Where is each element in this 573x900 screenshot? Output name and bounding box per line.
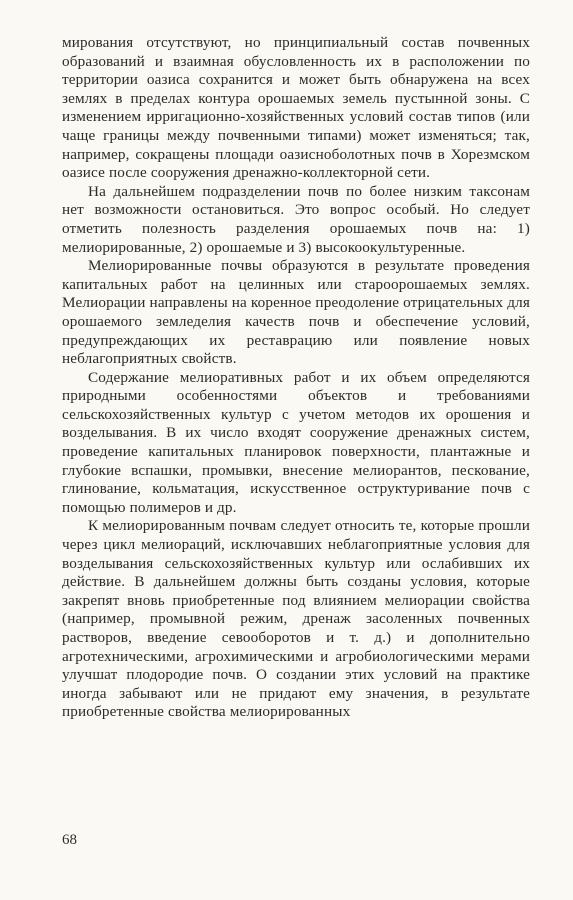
paragraph-1: мирования отсутствуют, но принципиальный состав почвенных образований и взаимная обусловленность их в расположении по территории оазиса сохранится и может быть обнаружена на всех землях в пределах контура орошаемых земель пустынной зоны. С изменением ирригационно-хозяйственных условий состав типов (или чаще границы между почвенными типами) может изменяться; так, например, сокращены площади оазисноболотных почв в Хорезмском оазисе после сооружения дренажно-коллекторной сети. (62, 34, 530, 182)
page-number: 68 (62, 832, 77, 848)
body-text (62, 34, 530, 722)
paragraph-4: Содержание мелиоративных работ и их объем определяются природными особенностями объектов и требованиями сельскохозяйственных культур с учетом методов их орошения и возделывания. В их число входят сооружение дренажных систем, проведение капитальных планировок поверхности, плантажные и глубокие вспашки, промывки, внесение мелиорантов, пескование, глинование, кольматация, искусственное оструктуривание почв с помощью полимеров и др. (62, 368, 530, 516)
paragraph-3: Мелиорированные почвы образуются в результате проведения капитальных работ на целинных или староорошаемых землях. Мелиорации направлены на коренное преодоление отрицательных для орошаемого земледелия качеств почв и обеспечение условий, предупреждающих их реставрацию или появление новых неблагоприятных свойств. (62, 257, 530, 368)
paragraph-5: К мелиорированным почвам следует относить те, которые прошли через цикл мелиораций, исключавших неблагоприятные условия для возделывания сельскохозяйственных культур или ослабивших их действие. В дальнейшем должны быть созданы условия, которые закрепят вновь приобретенные под влиянием мелиорации свойства (например, промывной режим, дренаж засоленных почвенных растворов, введение севооборотов и т. д.) и дополнительно агротехническими, агрохимическими и агробиологическими мерами улучшат плодородие почв. О создании этих условий на практике иногда забывают или не придают ему значения, в результате приобретенные свойства мелиорированных (62, 517, 530, 721)
paragraph-2: На дальнейшем подразделении почв по более низким таксонам нет возможности остановиться. Это вопрос особый. Но следует отметить полезность разделения орошаемых почв на: 1) мелиорированные, 2) орошаемые и 3) высокоокультуренные. (62, 182, 530, 256)
